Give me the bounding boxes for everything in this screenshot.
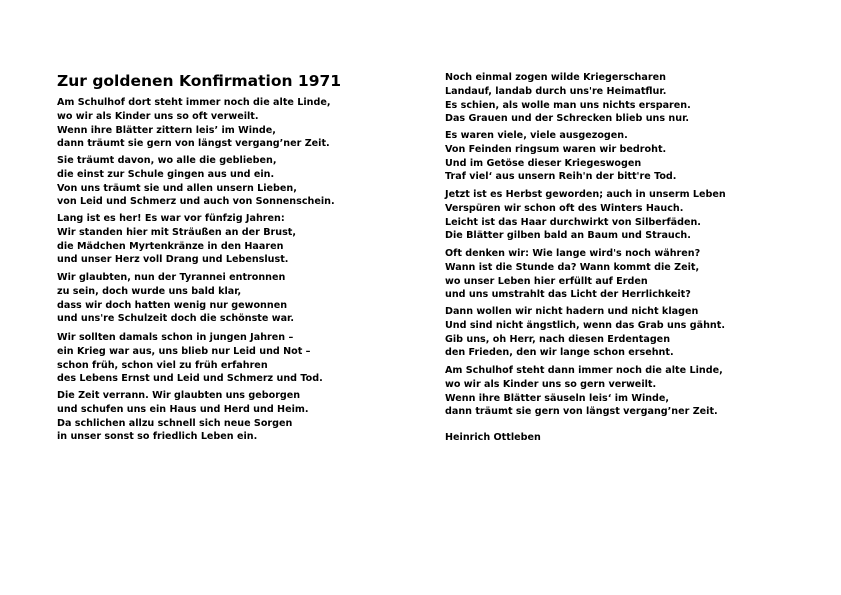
poem-line: Wir glaubten, nun der Tyrannei entronnen — [57, 272, 286, 283]
stanza-right-4 — [445, 247, 700, 302]
stanza-left-3 — [57, 212, 296, 267]
poem-line: den Frieden, den wir lange schon ersehnt. — [445, 347, 674, 359]
poem-line: schon früh, schon viel zu früh erfahren — [57, 359, 268, 371]
author-signature: Heinrich Ottleben — [445, 432, 541, 443]
poem-line: wo unser Leben hier erfüllt auf Erden — [445, 275, 648, 287]
poem-line: Es schien, als wolle man uns nichts ersparen. — [445, 99, 691, 111]
poem-line: von Leid und Schmerz und auch von Sonnenschein. — [57, 196, 335, 208]
stanza-left-1 — [57, 96, 331, 151]
poem-line: Wir standen hier mit Sträußen an der Brust, — [57, 226, 297, 238]
poem-line: Es waren viele, viele ausgezogen. — [445, 130, 628, 141]
poem-line: Und sind nicht ängstlich, wenn das Grab uns gähnt. — [445, 319, 725, 331]
poem-line: und unser Herz voll Drang und Lebenslust. — [57, 254, 289, 266]
poem-line: und uns're Schulzeit doch die schönste war. — [57, 313, 295, 325]
poem-line: wo wir als Kinder uns so gern verweilt. — [445, 378, 657, 390]
poem-line: Jetzt ist es Herbst geworden; auch in unserm Leben — [445, 189, 726, 200]
poem-line: dass wir doch hatten wenig nur gewonnen — [57, 299, 288, 311]
poem-line: Von Feinden ringsum waren wir bedroht. — [445, 143, 667, 155]
poem-line: Die Blätter gilben bald an Baum und Strauch. — [445, 230, 691, 242]
poem-line: und uns umstrahlt das Licht der Herrlichkeit? — [445, 289, 691, 301]
poem-line: Da schlichen allzu schnell sich neue Sorgen — [57, 417, 293, 429]
poem-line: Oft denken wir: Wie lange wird's noch währen? — [445, 248, 701, 259]
poem-line: Traf viel‘ aus unsern Reih'n der bitt're Tod. — [445, 171, 677, 183]
poem-line: wo wir als Kinder uns so oft verweilt. — [57, 110, 259, 122]
poem-line: Leicht ist das Haar durchwirkt von Silberfäden. — [445, 216, 701, 228]
poem-line: Von uns träumt sie und allen unsern Lieben, — [57, 182, 297, 194]
stanza-right-1 — [445, 71, 691, 126]
stanza-left-2 — [57, 154, 335, 209]
poem-line: Dann wollen wir nicht hadern und nicht klagen — [445, 306, 699, 317]
poem-line: Wir sollten damals schon in jungen Jahren – — [57, 332, 294, 343]
poem-line: in unser sonst so friedlich Leben ein. — [57, 431, 258, 443]
stanza-left-5 — [57, 331, 323, 386]
poem-title: Zur goldenen Konfirmation 1971 — [57, 72, 342, 90]
poem-line: Wenn ihre Blätter säuseln leis‘ im Winde, — [445, 392, 670, 404]
poem-line: die Mädchen Myrtenkränze in den Haaren — [57, 240, 284, 252]
poem-line: Am Schulhof dort steht immer noch die alte Linde, — [57, 97, 331, 108]
poem-line: Sie träumt davon, wo alle die geblieben, — [57, 155, 277, 166]
stanza-left-6 — [57, 389, 309, 444]
poem-line: zu sein, doch wurde uns bald klar, — [57, 285, 242, 297]
poem-line: Wenn ihre Blätter zittern leis’ im Winde, — [57, 124, 276, 136]
poem-line: dann träumt sie gern von längst vergang’ner Zeit. — [445, 406, 718, 418]
stanza-right-5 — [445, 305, 725, 360]
poem-line: ein Krieg war aus, uns blieb nur Leid und Not – — [57, 345, 311, 357]
poem-line: Gib uns, oh Herr, nach diesen Erdentagen — [445, 333, 671, 345]
stanza-right-2 — [445, 129, 676, 184]
poem-line: Und im Getöse dieser Kriegeswogen — [445, 157, 642, 169]
poem-line: Die Zeit verrann. Wir glaubten uns geborgen — [57, 390, 301, 401]
poem-line: Verspüren wir schon oft des Winters Hauch. — [445, 202, 684, 214]
poem-line: und schufen uns ein Haus und Herd und Heim. — [57, 403, 309, 415]
poem-line: Das Grauen und der Schrecken blieb uns nur. — [445, 113, 690, 125]
poem-line: Lang ist es her! Es war vor fünfzig Jahren: — [57, 213, 285, 224]
poem-line: die einst zur Schule gingen aus und ein. — [57, 168, 275, 180]
poem-line: Landauf, landab durch uns're Heimatflur. — [445, 85, 667, 97]
poem-line: des Lebens Ernst und Leid und Schmerz und Tod. — [57, 373, 323, 385]
poem-line: Am Schulhof steht dann immer noch die alte Linde, — [445, 365, 723, 376]
poem-line: dann träumt sie gern von längst vergang’ner Zeit. — [57, 138, 330, 150]
poem-line: Wann ist die Stunde da? Wann kommt die Zeit, — [445, 261, 700, 273]
stanza-left-4 — [57, 271, 294, 326]
stanza-right-3 — [445, 188, 726, 243]
stanza-right-6 — [445, 364, 723, 419]
poem-line: Noch einmal zogen wilde Kriegerscharen — [445, 72, 666, 83]
